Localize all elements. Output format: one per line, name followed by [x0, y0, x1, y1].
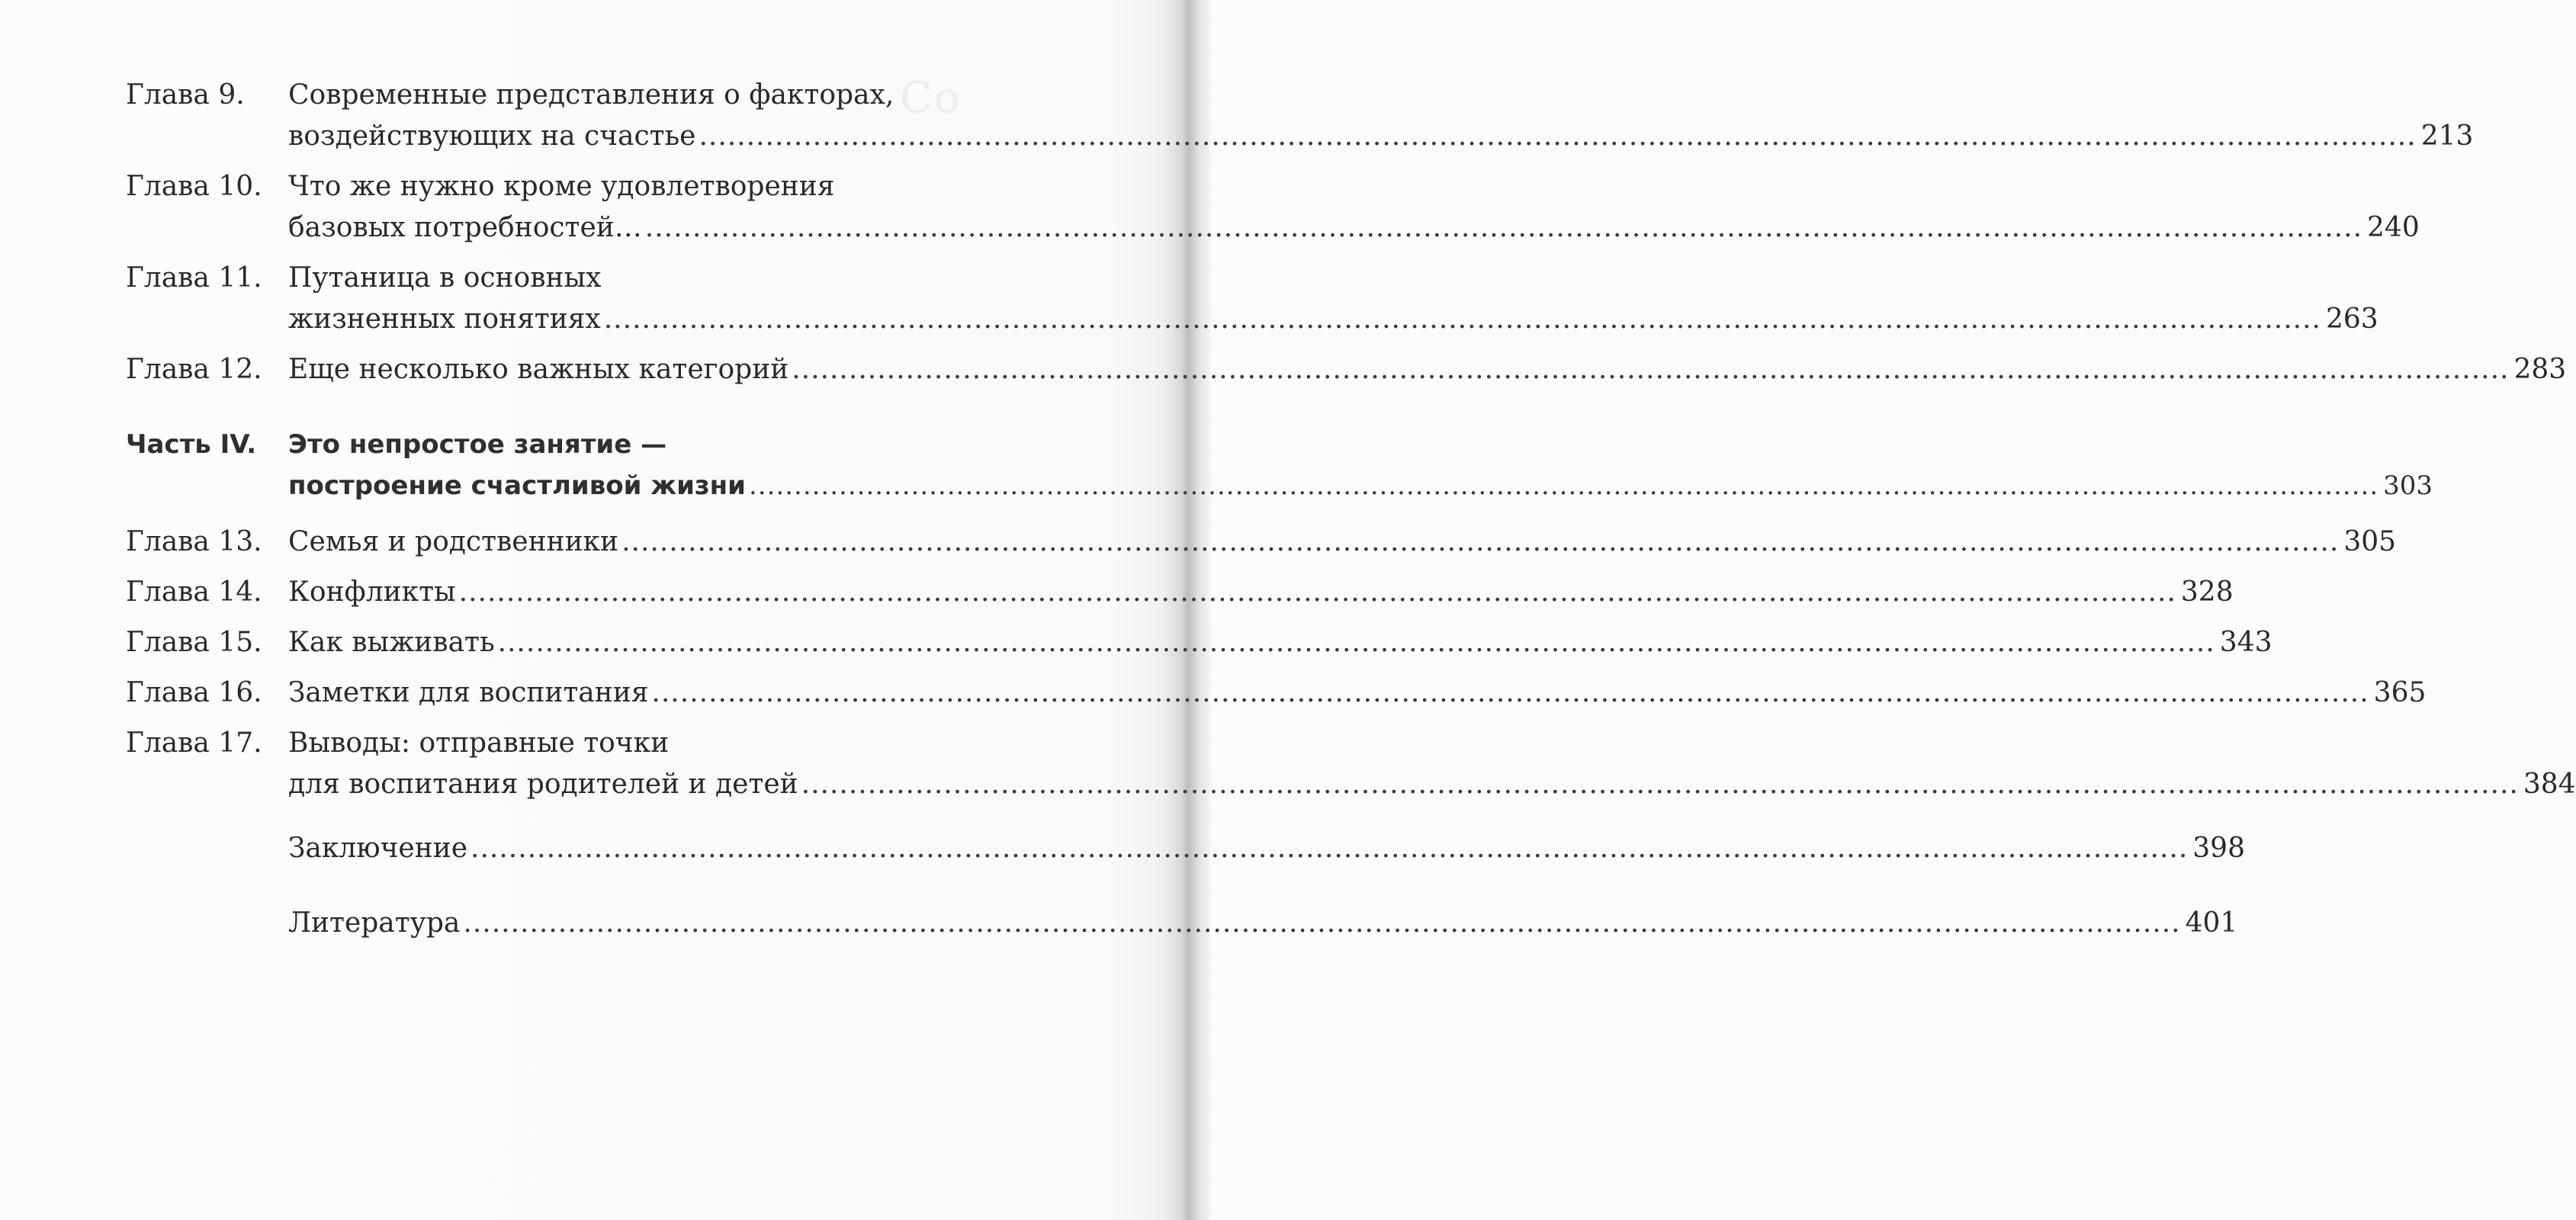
entry-label — [126, 828, 288, 869]
entry-last-line — [288, 903, 2238, 944]
entry-last-line — [288, 116, 2474, 157]
entry-last-line — [288, 622, 2272, 663]
entry-last-line — [288, 764, 2576, 805]
page-number: 398 — [2192, 833, 2245, 864]
entry-label: Глава 12. — [126, 354, 262, 385]
page-number: 213 — [2420, 120, 2474, 152]
entry-title-end: жизненных понятиях — [288, 303, 601, 335]
entry-body — [288, 522, 2397, 563]
toc-entry-chapter-15 — [126, 622, 2272, 663]
entry-body — [288, 424, 2433, 506]
entry-title-end: Заключение — [288, 833, 468, 864]
entry-last-line — [288, 572, 2234, 613]
dot-leader: ..................................................................................................................................................................................... — [622, 526, 2340, 557]
entry-last-line — [288, 828, 2245, 869]
page-number: 305 — [2343, 526, 2397, 557]
entry-title-line: Выводы: отправные точки — [288, 727, 670, 759]
toc-entry-part-4 — [126, 424, 2433, 506]
toc-entry-chapter-10 — [126, 166, 2420, 249]
entry-title-line: Что же нужно кроме удовлетворения — [288, 171, 835, 202]
entry-last-line — [288, 207, 2420, 249]
entry-body — [288, 673, 2427, 714]
entry-label: Глава 11. — [126, 262, 262, 294]
entry-last-line — [288, 465, 2433, 506]
entry-body — [288, 828, 2245, 869]
dot-leader: ..................................................................................................................................................................................... — [644, 212, 2363, 243]
toc-entry-chapter-12 — [126, 349, 2567, 390]
entry-title-end: Как выживать — [288, 627, 495, 658]
page-number: 263 — [2325, 303, 2378, 335]
entry-body — [288, 75, 2474, 157]
dot-leader: ..................................................................................................................................................................................... — [699, 120, 2417, 152]
entry-label: Часть IV. — [126, 429, 257, 460]
entry-title-end: Заметки для воспитания — [288, 677, 649, 708]
toc-entry-chapter-11 — [126, 258, 2378, 340]
entry-title-line: Современные представления о факторах, — [288, 79, 895, 111]
entry-last-line — [288, 349, 2567, 390]
toc-entry-chapter-17 — [126, 723, 2576, 805]
page-number: 283 — [2513, 354, 2567, 385]
toc-entry-references — [126, 903, 2238, 944]
page-number: 240 — [2367, 212, 2420, 243]
page-number: 328 — [2180, 576, 2234, 608]
page-number: 303 — [2383, 470, 2433, 501]
entry-label: Глава 14. — [126, 576, 262, 608]
page-number: 343 — [2219, 627, 2272, 658]
table-of-contents — [126, 75, 2576, 944]
page-number: 401 — [2185, 907, 2238, 939]
entry-title-end: для воспитания родителей и детей — [288, 769, 798, 800]
dot-leader: ..................................................................................................................................................................................... — [471, 833, 2189, 864]
entry-body — [288, 723, 2576, 805]
entry-label: Глава 10. — [126, 171, 262, 202]
dot-leader: ..................................................................................................................................................................................... — [748, 470, 2379, 501]
entry-label: Глава 13. — [126, 526, 262, 557]
entry-last-line — [288, 299, 2378, 340]
entry-title-end: Семья и родственники — [288, 526, 619, 557]
entry-label: Глава 9. — [126, 79, 245, 111]
entry-last-line — [288, 522, 2397, 563]
dot-leader: ..................................................................................................................................................................................... — [497, 627, 2215, 658]
entry-title-end: построение счастливой жизни — [288, 470, 746, 501]
toc-entry-chapter-14 — [126, 572, 2234, 613]
dot-leader: ..................................................................................................................................................................................... — [603, 303, 2321, 335]
entry-body — [288, 622, 2272, 663]
entry-label: Глава 16. — [126, 677, 262, 708]
toc-entry-chapter-13 — [126, 522, 2397, 563]
dot-leader: ..................................................................................................................................................................................... — [801, 769, 2519, 800]
entry-label: Глава 17. — [126, 727, 262, 759]
toc-entry-chapter-16 — [126, 673, 2427, 714]
entry-title-end: Конфликты — [288, 576, 456, 608]
entry-title-line: Путаница в основных — [288, 262, 602, 294]
entry-body — [288, 166, 2420, 249]
entry-body — [288, 349, 2567, 390]
page-number: 365 — [2373, 677, 2427, 708]
entry-title-end: Литература — [288, 907, 461, 939]
entry-label: Глава 15. — [126, 627, 262, 658]
entry-title-end: Еще несколько важных категорий — [288, 354, 789, 385]
dot-leader: ..................................................................................................................................................................................... — [458, 576, 2176, 608]
bleed-through-text: Со — [900, 73, 962, 123]
page-number: 384 — [2523, 769, 2576, 800]
entry-body — [288, 258, 2378, 340]
entry-title-line: Это непростое занятие — — [288, 429, 667, 460]
toc-entry-conclusion — [126, 828, 2245, 869]
entry-last-line — [288, 673, 2427, 714]
dot-leader: ..................................................................................................................................................................................... — [463, 907, 2181, 939]
entry-title-end: базовых потребностей… — [288, 212, 642, 243]
dot-leader: ..................................................................................................................................................................................... — [792, 354, 2510, 385]
toc-entry-chapter-9 — [126, 75, 2474, 157]
dot-leader: ..................................................................................................................................................................................... — [651, 677, 2369, 708]
entry-body — [288, 903, 2238, 944]
entry-body — [288, 572, 2234, 613]
entry-label — [126, 903, 288, 944]
entry-title-end: воздействующих на счастье — [288, 120, 696, 152]
